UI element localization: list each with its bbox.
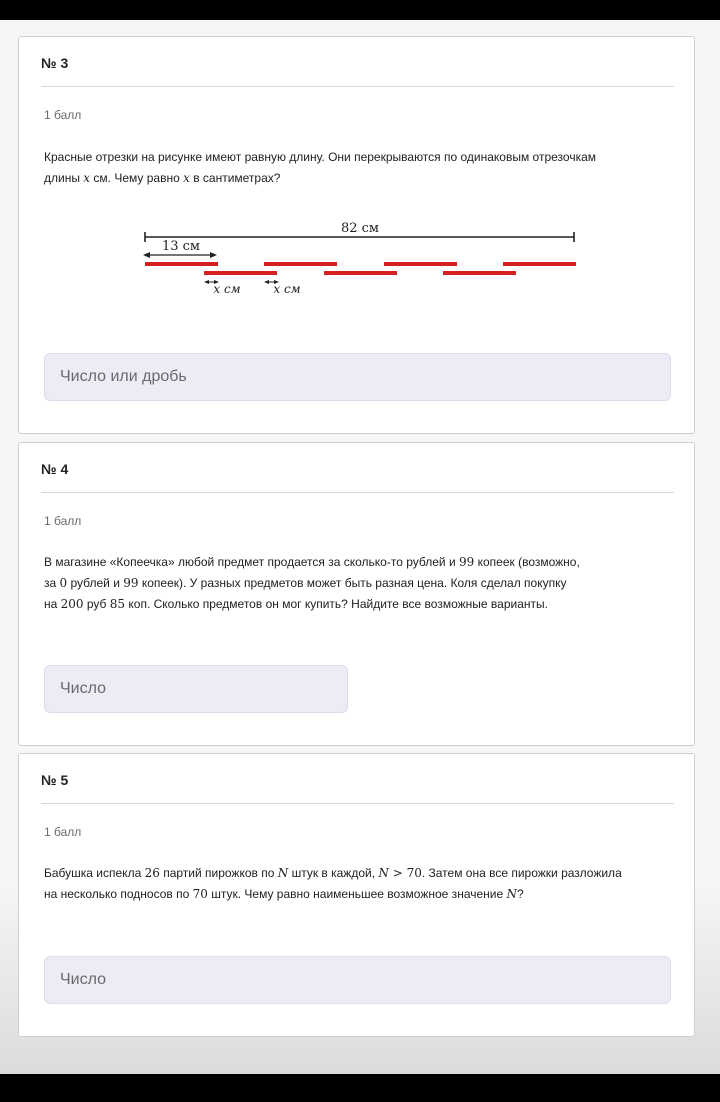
red-segment: [384, 262, 457, 266]
overlap-label-2: x см: [273, 282, 301, 296]
math-variable: N: [506, 887, 517, 901]
segment-length-label: 13 см: [161, 239, 201, 254]
text-run: В магазине «Копеечка» любой предмет продается за сколько-то рублей и: [44, 555, 459, 569]
math-variable: N: [277, 866, 289, 880]
red-segment: [443, 271, 516, 275]
status-bar: [0, 0, 720, 20]
points-label: 1 балл: [44, 108, 82, 122]
question-text: [44, 552, 674, 615]
text-run: копеек (возможно,: [474, 555, 580, 569]
text-run: на: [44, 597, 61, 611]
math-variable: x: [83, 171, 91, 185]
divider: [41, 86, 674, 87]
answer-input-3[interactable]: [44, 353, 671, 401]
points-label: 1 балл: [44, 825, 82, 839]
overlap-label-1: x см: [213, 282, 241, 296]
question-card-5: [18, 753, 695, 1037]
text-run: коп. Сколько предметов он мог купить? Найдите все возможные варианты.: [125, 597, 548, 611]
text-run: . Затем она все пирожки разложила: [421, 866, 622, 880]
text-run: за: [44, 576, 60, 590]
question-text: [44, 863, 674, 905]
question-number: № 5: [41, 772, 69, 788]
text-run: штук в каждой,: [288, 866, 379, 880]
math-variable: x: [183, 171, 190, 185]
red-segment: [324, 271, 397, 275]
text-run: в сантиметрах?: [189, 171, 281, 185]
text-run: копеек). У разных предметов может быть разная цена. Коля сделал покупку: [138, 576, 567, 590]
math-number: > 70: [388, 866, 422, 880]
text-run: партий пирожков по: [159, 866, 278, 880]
text-run: Бабушка испекла: [44, 866, 145, 880]
math-number: 70: [192, 887, 208, 901]
divider: [41, 803, 674, 804]
text-run: см. Чему равно: [90, 171, 184, 185]
navigation-bar: [0, 1074, 720, 1102]
text-run: рублей и: [67, 576, 124, 590]
red-segment: [264, 262, 337, 266]
divider: [41, 492, 674, 493]
math-number: 85: [109, 597, 126, 611]
question-card-3: [18, 36, 695, 434]
text-run: штук. Чему равно наименьшее возможное значение: [207, 887, 507, 901]
total-length-label: 82 см: [340, 221, 380, 236]
question-text: [44, 147, 674, 189]
answer-input-4[interactable]: [44, 665, 348, 713]
question-number: № 3: [41, 55, 69, 71]
text-run: ?: [517, 887, 524, 901]
text-run: на несколько подносов по: [44, 887, 193, 901]
red-segment: [145, 262, 218, 266]
text-run: Красные отрезки на рисунке имеют равную длину. Они перекрываются по одинаковым отрезочкам: [44, 150, 597, 164]
segments-figure: [129, 217, 599, 297]
points-label: 1 балл: [44, 514, 82, 528]
answer-input-5[interactable]: [44, 956, 671, 1004]
math-number: 0: [59, 576, 68, 590]
math-number: 99: [123, 576, 139, 590]
math-number: 26: [144, 866, 160, 880]
text-run: руб: [83, 597, 110, 611]
math-variable: N: [378, 866, 389, 880]
question-number: № 4: [41, 461, 69, 477]
math-number: 200: [60, 597, 84, 611]
red-segment: [204, 271, 277, 275]
math-number: 99: [458, 555, 475, 569]
red-segment: [503, 262, 576, 266]
text-run: длины: [44, 171, 84, 185]
question-card-4: [18, 442, 695, 746]
